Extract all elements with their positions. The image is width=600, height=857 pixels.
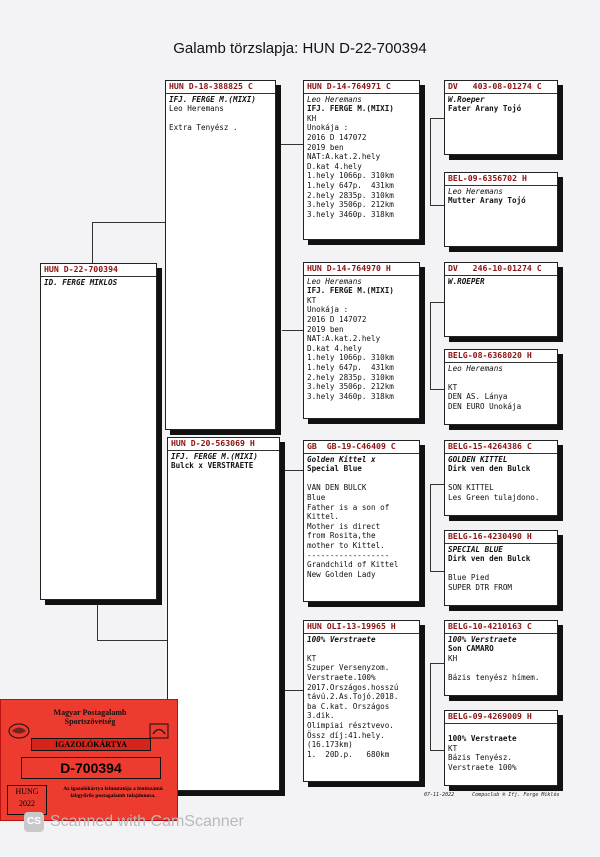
connector-main-sire [92, 222, 165, 265]
pedigree-text-line: Dirk ven den Bulck [448, 554, 531, 564]
pedigree-text-line: 2.hely 2835p. 310km [307, 190, 394, 200]
pedigree-text-line: SON KITTEL [448, 483, 494, 493]
emblem-left-icon [7, 722, 31, 740]
pedigree-text-line: Son CAMARO [448, 644, 494, 654]
pedigree-text-line: VAN DEN BULCK [307, 483, 367, 493]
pigeon-box-sds [444, 262, 558, 337]
pedigree-text-line: Össz díj:41.hely. [307, 730, 385, 740]
connector-sd-pair [430, 302, 445, 390]
pedigree-text-line: 1.hely 647p. 431km [307, 180, 394, 190]
pedigree-text-line: IFJ. FERGE M.(MIXI) [307, 104, 394, 114]
pedigree-text-line: Special Blue [307, 464, 362, 474]
pedigree-text-line: Mutter Arany Tojó [448, 196, 526, 206]
pedigree-text-line: 3.hely 3460p. 318km [307, 209, 394, 219]
pedigree-text-line: Leo Heremans [169, 104, 224, 114]
pedigree-text-line: távú.2.As.Tojó.2018. [307, 692, 399, 702]
pedigree-text-line: KT [448, 382, 458, 392]
pedigree-text-line: 2017.Országos.hosszú [307, 682, 399, 692]
pigeon-box-sd [303, 262, 420, 419]
pedigree-text-line: Verstraete 100% [448, 762, 517, 772]
card-note: Az igazolókártya felmutatója a fentiszámú lábgyűrűs postagalamb tulajdonosa. [63, 786, 163, 799]
pedigree-text-line: ID. FERGE MIKLOS [44, 277, 118, 287]
pigeon-box-dss [444, 440, 558, 516]
pedigree-text-line: Bulck x VERSTRAETE [171, 461, 254, 471]
pedigree-text-line: 1.hely 1066p. 310km [307, 171, 394, 181]
pedigree-text-line: Leo Heremans [448, 363, 503, 373]
pedigree-text-line: DEN AS. Lánya [448, 392, 508, 402]
pedigree-text-line: 3.hely 3506p. 212km [307, 382, 394, 392]
pedigree-text-line: Father is a son of [307, 502, 390, 512]
card-organization: Magyar Postagalamb Sportszövetség [53, 708, 127, 726]
ring-number: HUN D-18-388825 C [166, 81, 275, 94]
pigeon-box-dsd [444, 530, 558, 606]
card-year: 2022 [19, 799, 35, 808]
connector-ds-pair [430, 484, 445, 572]
pedigree-text-line: ba C.kat. Országos [307, 701, 390, 711]
pigeon-box-sire [165, 80, 276, 430]
connector-sire-sd [282, 330, 303, 332]
pedigree-text-line: KT [307, 653, 317, 663]
pedigree-text-line: W.ROEPER [448, 276, 485, 286]
pedigree-text-line: Golden Kittel x [307, 454, 376, 464]
connector-dam-dd [282, 690, 303, 692]
pedigree-text-line [307, 474, 416, 484]
pedigree-text-line: Szuper Versenyzom. [307, 663, 390, 673]
card-type: IGAZOLÓKÁRTYA [31, 738, 151, 751]
pedigree-text-line: 3.dik. [307, 711, 335, 721]
pedigree-text-line [448, 564, 554, 574]
pigeon-box-ssd [444, 172, 558, 247]
pedigree-text-line [169, 114, 272, 124]
footer-imprint: 07-11-2022 Compuclub ® Ifj. Ferge Miklós [424, 792, 560, 798]
pedigree-text-line: IFJ. FERGE M.(MIXI) [307, 286, 394, 296]
pedigree-text-line: IFJ. FERGE M.(MIXI) [169, 94, 256, 104]
pedigree-text-line: Unokája : [307, 305, 349, 315]
pedigree-text-line: Leo Heremans [307, 276, 362, 286]
pedigree-text-line: KT [448, 743, 458, 753]
pedigree-text-line: Unokája : [307, 123, 349, 133]
camscanner-logo-icon: CS [24, 812, 44, 832]
pedigree-text-line: SPECIAL BLUE [448, 544, 503, 554]
pedigree-text-line: Olimpiai résztvevo. [307, 720, 394, 730]
pedigree-text-line [448, 373, 554, 383]
pigeon-box-dd [303, 620, 420, 782]
pedigree-text-line: D.kat 4.hely [307, 343, 362, 353]
pedigree-text-line: 3.hely 3460p. 318km [307, 391, 394, 401]
pedigree-text-line [307, 644, 416, 654]
pedigree-text-line: Dirk ven den Bulck [448, 464, 531, 474]
pedigree-text-line: 2019 ben [307, 142, 344, 152]
ring-number: GB GB-19-C46409 C [304, 441, 419, 454]
id-card [0, 699, 178, 821]
pedigree-text-line: 1.hely 647p. 431km [307, 362, 394, 372]
page-title: Galamb törzslapja: HUN D-22-700394 [173, 40, 427, 57]
pedigree-text-line [448, 474, 554, 484]
pedigree-text-line: mother to Kittel. [307, 540, 385, 550]
pedigree-text-line: 1. 20D.p. 680km [307, 749, 390, 759]
pedigree-text-line: 100% Verstraete [448, 634, 517, 644]
pedigree-text-line: W.Roeper [448, 94, 485, 104]
pedigree-text-line: D.kat 4.hely [307, 161, 362, 171]
pedigree-text-line: New Golden Lady [307, 569, 376, 579]
ring-number: BELG-09-4269009 H [445, 711, 557, 724]
pedigree-text-line: 100% Verstraete [448, 734, 517, 744]
ring-number: BELG-10-4210163 C [445, 621, 557, 634]
ring-number: DV 246-10-01274 C [445, 263, 557, 276]
pigeon-box-ss [303, 80, 420, 240]
pedigree-text-line: Kittel. [307, 512, 340, 522]
pedigree-text-line: 1.hely 1066p. 310km [307, 353, 394, 363]
pedigree-text-line: KT [307, 295, 317, 305]
ring-number: HUN D-14-764971 C [304, 81, 419, 94]
pedigree-text-line: KH [307, 113, 317, 123]
pedigree-text-line: Blue [307, 492, 326, 502]
connector-sire-ss [277, 144, 303, 146]
ring-number: HUN D-14-764970 H [304, 263, 419, 276]
card-number: D-700394 [21, 757, 161, 779]
pedigree-text-line: Leo Heremans [448, 186, 503, 196]
pedigree-text-line: Bázis tenyész hímem. [448, 672, 540, 682]
ring-number: HUN OLI-13-19965 H [304, 621, 419, 634]
pedigree-text-line: 2019 ben [307, 324, 344, 334]
pedigree-text-line: 2.hely 2835p. 310km [307, 372, 394, 382]
pigeon-box-sdd [444, 349, 558, 425]
ring-number: BELG-15-4264386 C [445, 441, 557, 454]
pigeon-box-dds [444, 620, 558, 696]
ring-number: BELG-16-4230490 H [445, 531, 557, 544]
pedigree-text-line: ------------------ [307, 550, 390, 560]
pedigree-text-line: 100% Verstraete [307, 634, 376, 644]
pedigree-text-line: (16.173km) [307, 740, 353, 750]
pedigree-text-line: 2016 D 147072 [307, 314, 367, 324]
ring-number: HUN D-22-700394 [41, 264, 156, 277]
ring-number: BELG-08-6368020 H [445, 350, 557, 363]
ring-number: BEL-09-6356702 H [445, 173, 557, 186]
pedigree-text-line: Grandchild of Kittel [307, 560, 399, 570]
pedigree-text-line: Extra Tenyész . [169, 123, 238, 133]
ring-number: HUN D-20-563069 H [168, 438, 279, 451]
pedigree-text-line: 2016 D 147072 [307, 132, 367, 142]
pedigree-text-line: Fater Arany Tojó [448, 104, 522, 114]
pedigree-text-line: IFJ. FERGE M.(MIXI) [171, 451, 258, 461]
card-country: HUNG [15, 787, 39, 796]
pedigree-text-line: Leo Heremans [307, 94, 362, 104]
pedigree-text-line: DEN EURO Unokája [448, 401, 522, 411]
connector-main-dam [97, 600, 168, 641]
pedigree-text-line: NAT:A.kat.2.hely [307, 334, 381, 344]
scan-watermark: Scanned with CamScanner [50, 813, 244, 830]
pedigree-text-line [448, 725, 554, 735]
pedigree-text-line: NAT:A.kat.2.hely [307, 152, 381, 162]
connector-dd-pair [430, 663, 445, 751]
pedigree-text-line: Bázis Tenyész. [448, 753, 513, 763]
pedigree-text-line: Verstraete.100% [307, 672, 376, 682]
card-country-year [7, 785, 47, 815]
pedigree-text-line: Les Green tulajdono. [448, 492, 540, 502]
pigeon-box-sss [444, 80, 558, 155]
pedigree-text-line: 3.hely 3506p. 212km [307, 200, 394, 210]
pedigree-text-line [448, 663, 554, 673]
connector-ss-sss [430, 118, 445, 206]
pedigree-text-line: KH [448, 653, 458, 663]
ring-number: DV 403-08-01274 C [445, 81, 557, 94]
pedigree-text-line: SUPER DTR FROM [448, 582, 513, 592]
pedigree-text-line: GOLDEN KITTEL [448, 454, 508, 464]
pigeon-box-ds [303, 440, 420, 602]
pigeon-box-ddd [444, 710, 558, 786]
pedigree-text-line: from Rosita,the [307, 531, 376, 541]
pigeon-box-main [40, 263, 157, 600]
pedigree-text-line: Blue Pied [448, 573, 490, 583]
connector-dam-ds [282, 470, 303, 472]
pigeon-box-dam [167, 437, 280, 791]
pedigree-text-line: Mother is direct [307, 521, 381, 531]
